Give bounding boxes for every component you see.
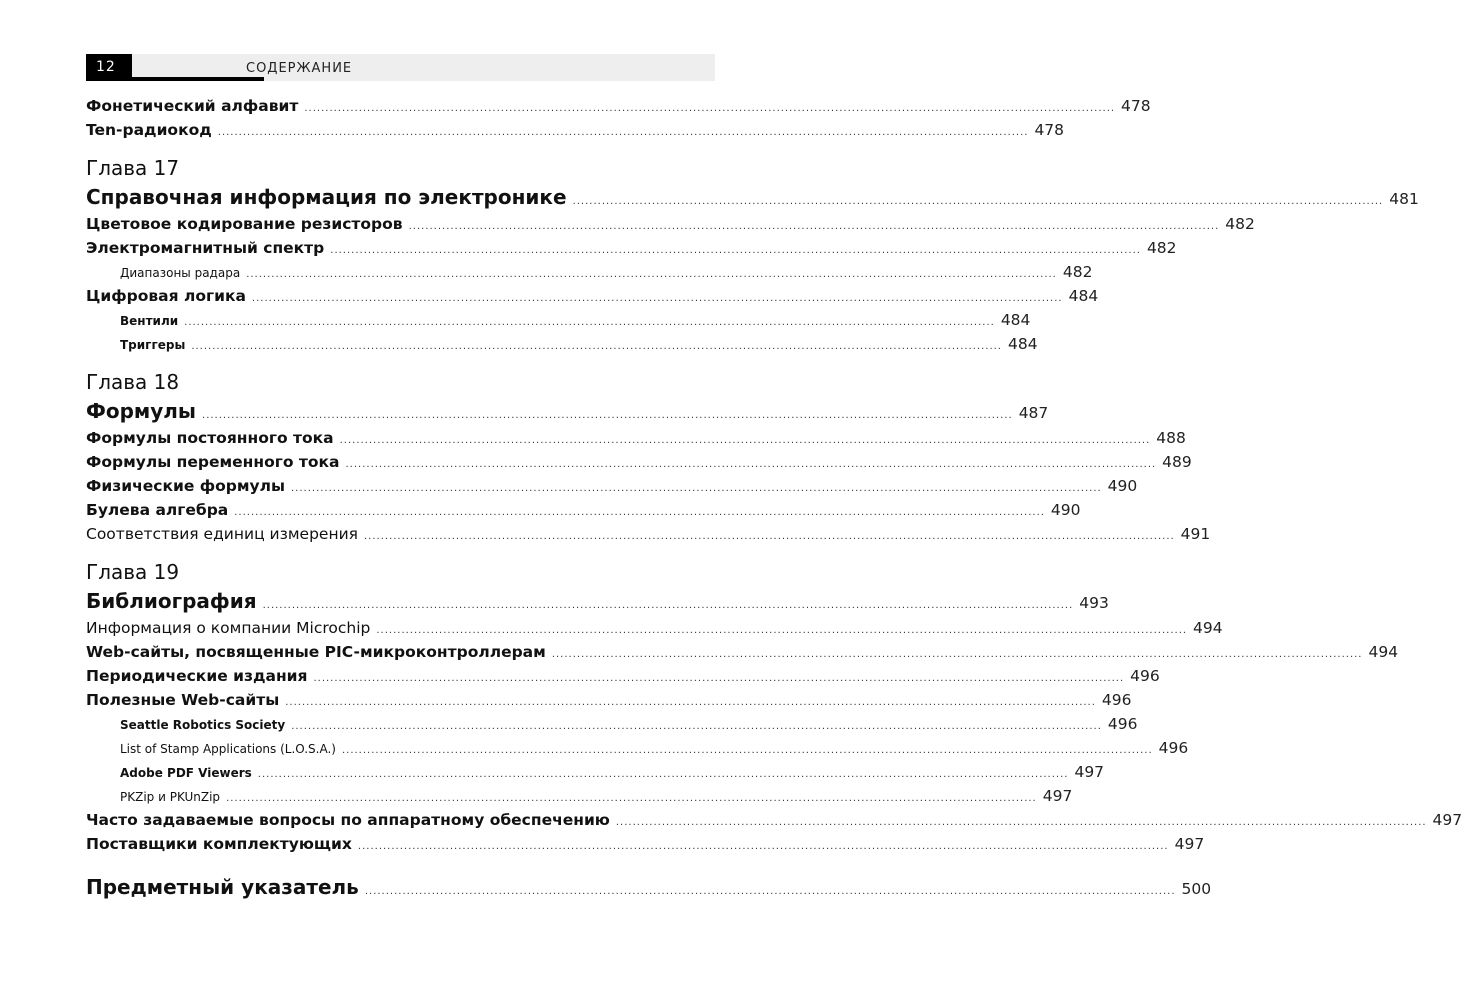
toc-subentry[interactable]: [86, 308, 1031, 332]
dot-leader: ..................................................................................................................................................................................................: [615, 817, 1427, 828]
toc-entry[interactable]: [86, 688, 1132, 712]
toc-entry-page: 497: [1074, 763, 1105, 781]
toc-entry[interactable]: [86, 426, 1186, 450]
chapter-title-entry[interactable]: [86, 182, 1419, 212]
toc-entry-page: 489: [1162, 453, 1192, 471]
page-number: 12: [86, 54, 132, 81]
chapter-label: Глава 19: [86, 560, 180, 584]
toc-subentry[interactable]: [86, 260, 1093, 284]
toc-entry-page: 481: [1389, 190, 1419, 208]
toc-entry-page: 482: [1062, 263, 1093, 281]
toc-entry-label: Диапазоны радара: [120, 266, 241, 280]
toc-entry-label: Seattle Robotics Society: [120, 718, 286, 732]
toc-subentry[interactable]: [86, 760, 1105, 784]
toc-entry-label: Часто задаваемые вопросы по аппаратному обеспечению: [86, 811, 610, 829]
toc-entry-page: 484: [1068, 287, 1099, 305]
toc-entry-page: 494: [1368, 643, 1399, 661]
dot-leader: ..................................................................................................................................................................................................: [291, 483, 1102, 494]
toc-entry-page: 482: [1146, 239, 1177, 257]
toc-entry-label: Физические формулы: [86, 477, 285, 495]
toc-entry-page: 496: [1107, 715, 1138, 733]
toc-entry-label: Булева алгебра: [86, 501, 229, 519]
chapter-title: Библиография: [86, 589, 257, 613]
dot-leader: ..................................................................................................................................................................................................: [572, 196, 1384, 207]
running-header: [86, 54, 715, 81]
toc-entry-page: 478: [1034, 121, 1065, 139]
toc-entry-label: List of Stamp Applications (L.O.S.A.): [120, 742, 336, 756]
dot-leader: ..................................................................................................................................................................................................: [364, 531, 1175, 542]
toc-entry-page: 497: [1432, 811, 1462, 829]
chapter-title-entry[interactable]: [86, 586, 1109, 616]
toc-subentry[interactable]: [86, 784, 1073, 808]
toc-entry-page: 490: [1050, 501, 1081, 519]
toc-entry-page: 493: [1079, 594, 1109, 612]
dot-leader: ..................................................................................................................................................................................................: [184, 317, 995, 328]
toc-entry-label: Периодические издания: [86, 667, 308, 685]
header-rule: [132, 77, 264, 81]
dot-leader: ..................................................................................................................................................................................................: [330, 245, 1141, 256]
toc-subentry[interactable]: [86, 736, 1189, 760]
toc-entry-page: 496: [1158, 739, 1189, 757]
toc-entry-page: 488: [1156, 429, 1186, 447]
toc-entry-page: 484: [1007, 335, 1038, 353]
chapter-title: Формулы: [86, 399, 197, 423]
toc-entry-label: Формулы переменного тока: [86, 453, 340, 471]
toc-entry[interactable]: [86, 118, 1065, 142]
toc-entry-label: Триггеры: [120, 338, 186, 352]
dot-leader: ..................................................................................................................................................................................................: [364, 886, 1176, 897]
dot-leader: ..................................................................................................................................................................................................: [408, 221, 1220, 232]
toc-entry-page: 491: [1180, 525, 1211, 543]
dot-leader: ..................................................................................................................................................................................................: [345, 459, 1157, 470]
toc-entry-label: Поставщики комплектующих: [86, 835, 352, 853]
toc-entry-page: 478: [1121, 97, 1151, 115]
toc-entry[interactable]: [86, 94, 1151, 118]
dot-leader: ..................................................................................................................................................................................................: [217, 127, 1029, 138]
table-of-contents: [86, 94, 1462, 902]
toc-entry[interactable]: [86, 474, 1138, 498]
toc-entry-page: 496: [1101, 691, 1132, 709]
index-entry[interactable]: [86, 872, 1212, 902]
toc-entry[interactable]: [86, 664, 1160, 688]
toc-entry[interactable]: [86, 450, 1192, 474]
running-header-title: СОДЕРЖАНИЕ: [246, 61, 353, 76]
toc-entry-label: Вентили: [120, 314, 179, 328]
dot-leader: ..................................................................................................................................................................................................: [357, 841, 1169, 852]
dot-leader: ..................................................................................................................................................................................................: [257, 769, 1069, 780]
chapter-label: Глава 18: [86, 370, 180, 394]
toc-entry-page: 497: [1042, 787, 1073, 805]
toc-entry-page: 496: [1130, 667, 1160, 685]
dot-leader: ..................................................................................................................................................................................................: [191, 341, 1002, 352]
toc-entry[interactable]: [86, 284, 1099, 308]
dot-leader: ..................................................................................................................................................................................................: [376, 625, 1188, 636]
toc-entry[interactable]: [86, 832, 1205, 856]
toc-entry[interactable]: [86, 212, 1255, 236]
toc-entry-page: 500: [1181, 880, 1212, 898]
toc-entry[interactable]: [86, 616, 1223, 640]
toc-subentry[interactable]: [86, 332, 1038, 356]
toc-entry-page: 497: [1174, 835, 1205, 853]
toc-entry[interactable]: [86, 522, 1211, 546]
toc-entry-label: Adobe PDF Viewers: [120, 766, 252, 780]
toc-entry-label: Фонетический алфавит: [86, 97, 299, 115]
toc-entry-label: Ten-радиокод: [86, 121, 212, 139]
toc-entry-label: Полезные Web-сайты: [86, 691, 280, 709]
index-title: Предметный указатель: [86, 875, 359, 899]
toc-entry-label: Цифровая логика: [86, 287, 246, 305]
dot-leader: ..................................................................................................................................................................................................: [285, 697, 1096, 708]
toc-entry-page: 490: [1107, 477, 1138, 495]
toc-entry[interactable]: [86, 236, 1177, 260]
toc-entry-label: Электромагнитный спектр: [86, 239, 325, 257]
toc-subentry[interactable]: [86, 712, 1138, 736]
toc-entry[interactable]: [86, 498, 1081, 522]
dot-leader: ..................................................................................................................................................................................................: [246, 269, 1057, 280]
chapter-title: Справочная информация по электронике: [86, 185, 567, 209]
toc-entry-label: Соответствия единиц измерения: [86, 525, 358, 543]
toc-entry-page: 484: [1000, 311, 1031, 329]
dot-leader: ..................................................................................................................................................................................................: [339, 435, 1151, 446]
dot-leader: ..................................................................................................................................................................................................: [551, 649, 1363, 660]
dot-leader: ..................................................................................................................................................................................................: [313, 673, 1125, 684]
toc-entry-page: 482: [1225, 215, 1255, 233]
dot-leader: ..................................................................................................................................................................................................: [251, 293, 1063, 304]
toc-entry-label: Web-сайты, посвященные PIC-микроконтроллерам: [86, 643, 546, 661]
dot-leader: ..................................................................................................................................................................................................: [234, 507, 1045, 518]
dot-leader: ..................................................................................................................................................................................................: [226, 793, 1037, 804]
toc-entry-label: Цветовое кодирование резисторов: [86, 215, 403, 233]
dot-leader: ..................................................................................................................................................................................................: [291, 721, 1102, 732]
chapter-title-entry[interactable]: [86, 396, 1049, 426]
toc-entry-label: PKZip и PKUnZip: [120, 790, 221, 804]
toc-entry-label: Информация о компании Microchip: [86, 619, 371, 637]
chapter-label: Глава 17: [86, 156, 180, 180]
dot-leader: ..................................................................................................................................................................................................: [262, 600, 1074, 611]
toc-entry-page: 487: [1018, 404, 1049, 422]
toc-entry[interactable]: [86, 640, 1399, 664]
toc-entry-label: Формулы постоянного тока: [86, 429, 334, 447]
dot-leader: ..................................................................................................................................................................................................: [341, 745, 1153, 756]
toc-entry[interactable]: [86, 808, 1462, 832]
dot-leader: ..................................................................................................................................................................................................: [202, 410, 1013, 421]
dot-leader: ..................................................................................................................................................................................................: [304, 103, 1116, 114]
toc-entry-page: 494: [1193, 619, 1223, 637]
